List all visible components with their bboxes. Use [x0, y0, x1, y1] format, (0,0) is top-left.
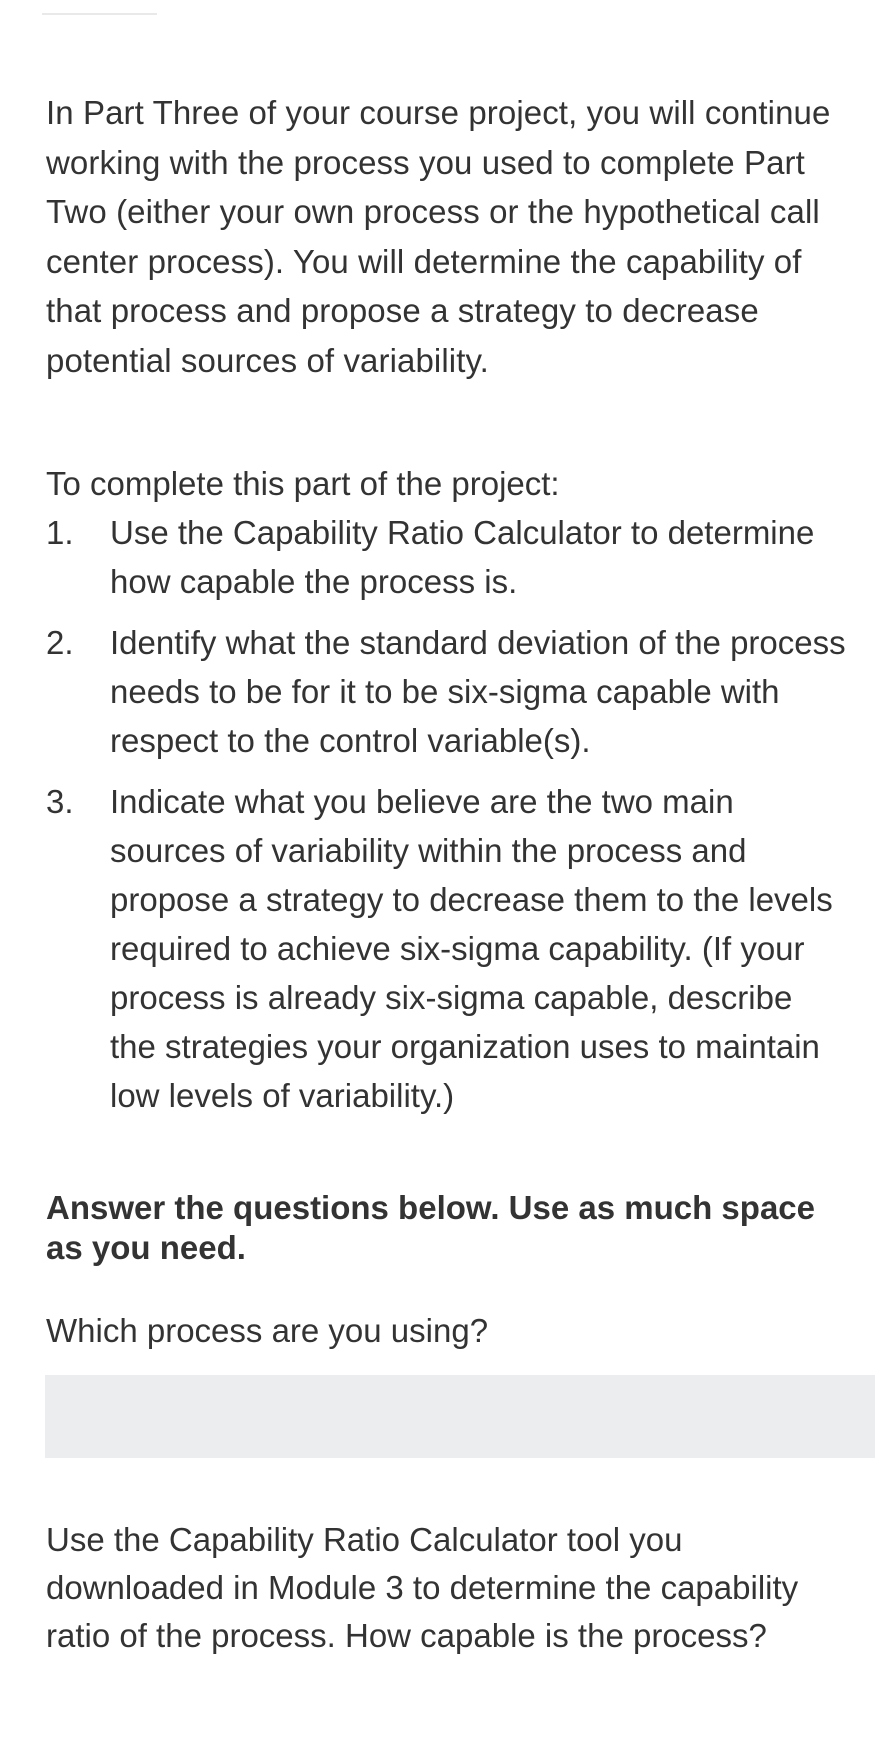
top-divider: [42, 13, 157, 15]
step-item-2: [46, 618, 846, 765]
question-which-process: Which process are you using?: [46, 1312, 489, 1349]
steps-lead-text: To complete this part of the project:: [46, 465, 560, 502]
intro-paragraph: In Part Three of your course project, you will continue working with the process you used to complete Part Two (either your own process or the hypothetical call center process). You will determine the capability of that process and propose a strategy to decrease potential sources of variability.: [46, 94, 831, 379]
step-text: Identify what the standard deviation of the process needs to be for it to be six-sigma capable with respect to the control variable(s).: [110, 624, 846, 759]
step-text: Indicate what you believe are the two main sources of variability within the process and propose a strategy to decrease them to the levels required to achieve six-sigma capability. (If your process is already six-sigma capable, describe the strategies your organization uses to maintain low levels of variability.): [110, 783, 833, 1114]
answer-instruction: Answer the questions below. Use as much space as you need.: [46, 1189, 816, 1266]
assignment-content: [46, 88, 846, 1660]
step-number: 2.: [46, 624, 74, 661]
answer-field-which-process[interactable]: [45, 1375, 875, 1458]
question-capability-ratio: Use the Capability Ratio Calculator tool you downloaded in Module 3 to determine the capability ratio of the process. How capable is the process?: [46, 1521, 799, 1654]
steps-list: [46, 508, 846, 1120]
step-item-1: [46, 508, 846, 606]
step-number: 3.: [46, 783, 74, 820]
step-text: Use the Capability Ratio Calculator to determine how capable the process is.: [110, 514, 815, 600]
step-item-3: [46, 777, 846, 1120]
step-number: 1.: [46, 514, 74, 551]
